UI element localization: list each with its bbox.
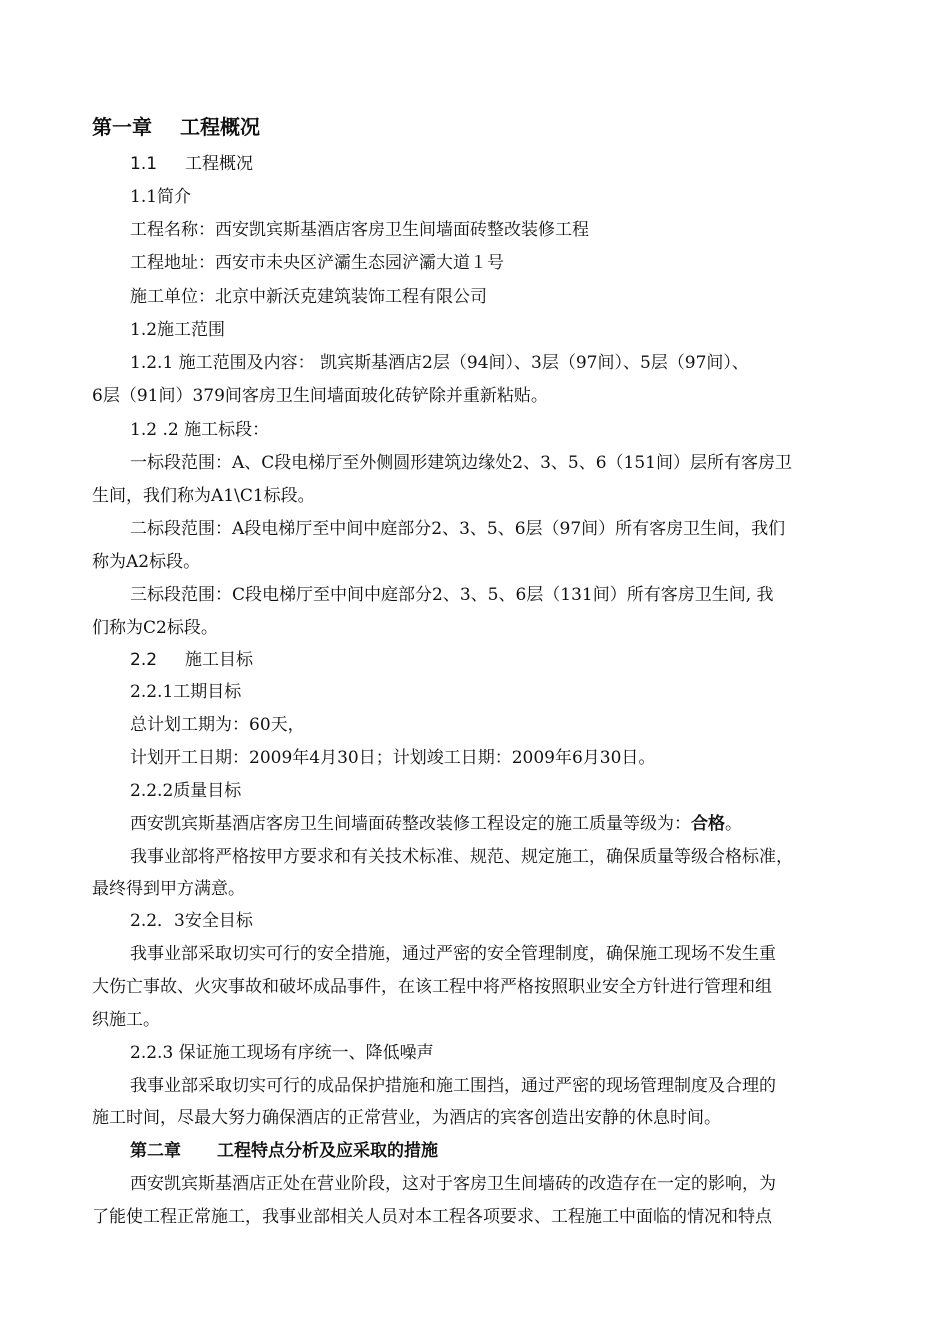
quality-line: 最终得到甲方满意。 [92, 879, 245, 899]
project-address: 工程地址：西安市未央区浐灞生态园浐灞大道１号 [130, 253, 504, 273]
project-name: 工程名称：西安凯宾斯基酒店客房卫生间墙面砖整改装修工程 [130, 220, 589, 240]
section-3-line: 三标段范围：C段电梯厅至中间中庭部分2、3、5、6层（131间）所有客房卫生间, 我 [130, 585, 774, 605]
schedule-total: 总计划工期为：60天， [130, 715, 305, 735]
safety-line: 我事业部采取切实可行的安全措施，通过严密的安全管理制度，确保施工现场不发生重 [130, 944, 776, 964]
section-1-line: 一标段范围：A、C段电梯厅至外侧圆形建筑边缘处2、3、5、6（151间）层所有客房卫 [130, 453, 792, 473]
section-2-line: 二标段范围：A段电梯厅至中间中庭部分2、3、5、6层（97间）所有客房卫生间，我们 [130, 519, 786, 539]
section-3-line: 们称为C2标段。 [92, 618, 218, 638]
safety-heading: 2.2．3安全目标 [130, 911, 253, 931]
order-line: 我事业部采取切实可行的成品保护措施和施工围挡，通过严密的现场管理制度及合理的 [130, 1076, 776, 1096]
sections-heading: 1.2 .2 施工标段： [130, 420, 270, 440]
quality-grade: 合格 [691, 814, 725, 834]
chapter-1-heading [92, 116, 260, 138]
schedule-heading: 2.2.1工期目标 [130, 682, 242, 702]
section-1-line: 生间，我们称为A1\C1标段。 [92, 486, 315, 506]
section-2-2-heading [130, 649, 253, 671]
safety-line: 织施工。 [92, 1010, 160, 1030]
chapter-1-title: 工程概况 [180, 115, 260, 139]
quality-heading: 2.2.2质量目标 [130, 781, 242, 801]
chapter-2-number: 第二章 [130, 1141, 181, 1161]
section-1-1-number: 1.1 [130, 154, 158, 174]
chapter-2-line: 了能使工程正常施工，我事业部相关人员对本工程各项要求、工程施工中面临的情况和特点 [92, 1207, 772, 1227]
chapter-2-line: 西安凯宾斯基酒店正处在营业阶段，这对于客房卫生间墙砖的改造存在一定的影响，为 [130, 1174, 776, 1194]
section-1-1-title: 工程概况 [185, 154, 254, 174]
project-contractor: 施工单位：北京中新沃克建筑装饰工程有限公司 [130, 287, 487, 307]
section-2-2-number: 2.2 [130, 650, 158, 670]
schedule-dates: 计划开工日期：2009年4月30日；计划竣工日期：2009年6月30日。 [130, 748, 656, 768]
chapter-2-title: 工程特点分析及应采取的措施 [217, 1141, 438, 1161]
scope-paragraph-line: 1.2.1 施工范围及内容： 凯宾斯基酒店2层（94间）、3层（97间）、5层（97间）、 [130, 353, 749, 373]
section-2-2-title: 施工目标 [185, 650, 254, 670]
scope-paragraph-line: 6层（91间）379间客房卫生间墙面玻化砖铲除并重新粘贴。 [92, 386, 548, 406]
section-1-1-heading [130, 153, 253, 175]
safety-line: 大伤亡事故、火灾事故和破坏成品事件，在该工程中将严格按照职业安全方针进行管理和组 [92, 977, 772, 997]
scope-heading: 1.2施工范围 [130, 320, 226, 340]
quality-line [130, 813, 742, 835]
quality-line-end: 。 [725, 814, 742, 834]
quality-line: 我事业部将严格按甲方要求和有关技术标准、规范、规定施工，确保质量等级合格标准， [130, 847, 793, 867]
section-2-line: 称为A2标段。 [92, 552, 201, 572]
order-line: 施工时间，尽最大努力确保酒店的正常营业，为酒店的宾客创造出安静的休息时间。 [92, 1108, 721, 1128]
order-heading: 2.2.3 保证施工现场有序统一、降低噪声 [130, 1043, 434, 1063]
chapter-1-number: 第一章 [92, 115, 152, 139]
intro-heading: 1.1简介 [130, 187, 192, 207]
quality-line-text: 西安凯宾斯基酒店客房卫生间墙面砖整改装修工程设定的施工质量等级为： [130, 814, 691, 834]
chapter-2-heading [130, 1140, 438, 1162]
